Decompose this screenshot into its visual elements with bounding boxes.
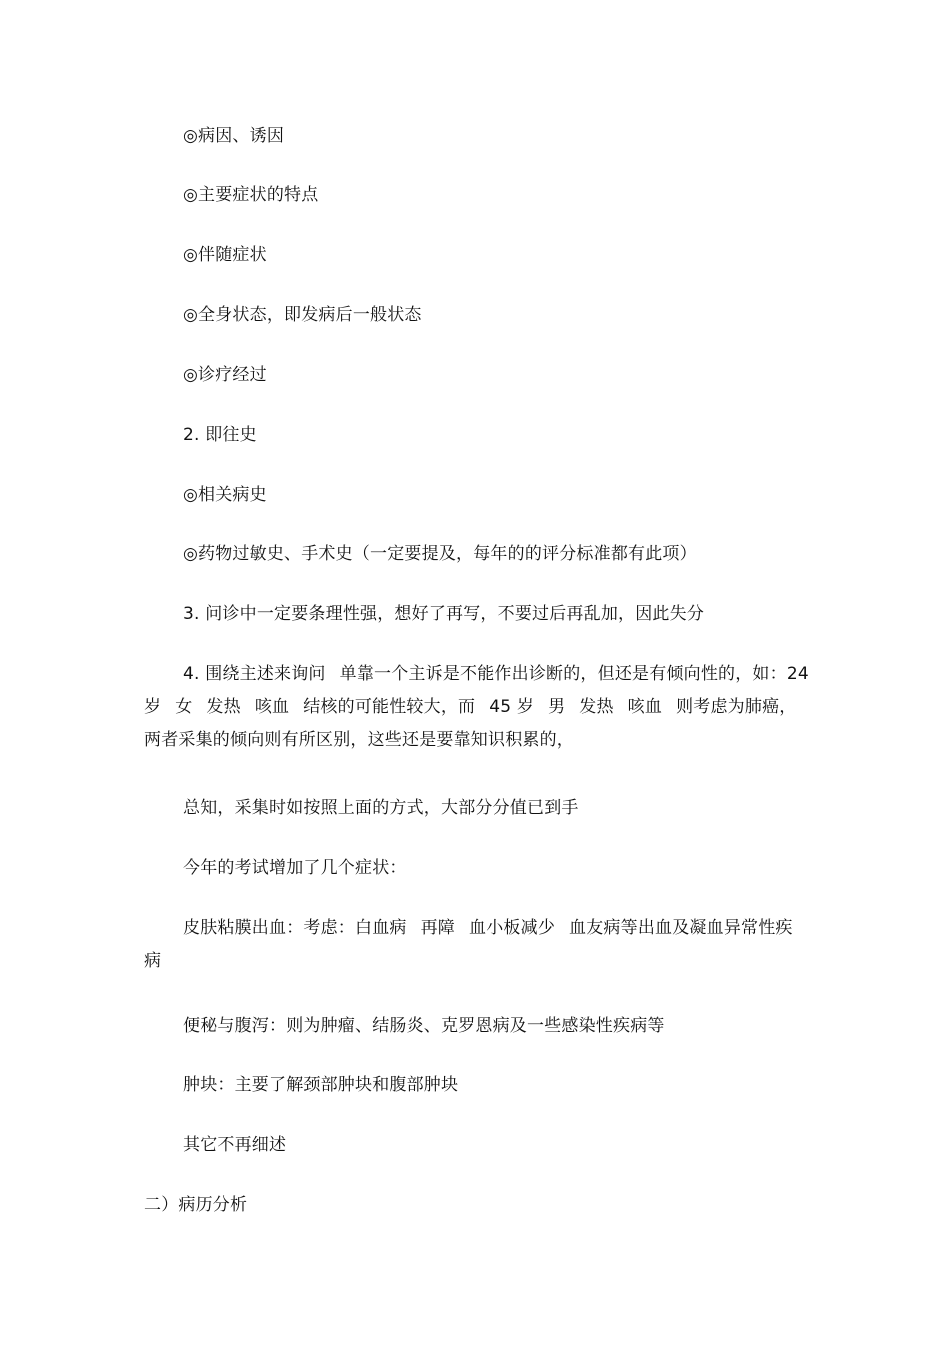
summary-line: 总知，采集时如按照上面的方式，大部分分值已到手 xyxy=(183,798,579,818)
paragraph-segment: 男 xyxy=(548,697,566,717)
paragraph-segment: 45 岁 xyxy=(489,697,535,717)
constipation-diarrhea-line: 便秘与腹泻：则为肿瘤、结肠炎、克罗恩病及一些感染性疾病等 xyxy=(183,1016,665,1036)
bullet-allergy-surgery-history: ◎药物过敏史、手术史（一定要提及，每年的的评分标准都有此项） xyxy=(183,544,697,564)
paragraph-segment: 则考虑为肺癌，两者采集的倾向则有所区别，这些还是要靠知识积累的， xyxy=(144,697,797,750)
paragraph-segment: 单靠一个主诉是不能作出诊断的，但还是有倾向性的，如：24 岁 xyxy=(144,664,809,717)
section-heading-case-analysis: 二）病历分析 xyxy=(144,1195,248,1215)
bullet-etiology: ◎病因、诱因 xyxy=(183,126,285,146)
mass-line: 肿块：主要了解颈部肿块和腹部肿块 xyxy=(183,1075,459,1095)
paragraph-segment: 结核的可能性较大，而 xyxy=(303,697,476,717)
paragraph-segment: 女 xyxy=(175,697,193,717)
paragraph-segment: 发热 xyxy=(206,697,241,717)
new-symptoms-intro: 今年的考试增加了几个症状： xyxy=(183,858,407,878)
paragraph-segment: 发热 xyxy=(579,697,614,717)
item-past-history: 2. 即往史 xyxy=(183,425,257,445)
others-line: 其它不再细述 xyxy=(183,1135,287,1155)
paragraph-segment: 皮肤粘膜出血：考虑：白血病 xyxy=(183,918,407,938)
paragraph-segment: 再障 xyxy=(420,918,456,938)
paragraph-segment: 血小板减少 xyxy=(469,918,556,938)
bullet-related-history: ◎相关病史 xyxy=(183,485,267,505)
paragraph-segment: 咳血 xyxy=(254,697,290,717)
paragraph-segment: 血友病等出血及凝血异常性疾病 xyxy=(144,918,793,971)
bullet-main-symptom-features: ◎主要症状的特点 xyxy=(183,185,319,205)
paragraph-segment: 咳血 xyxy=(627,697,663,717)
bullet-treatment-history: ◎诊疗经过 xyxy=(183,365,267,385)
item-organized-inquiry: 3. 问诊中一定要条理性强，想好了再写，不要过后再乱加，因此失分 xyxy=(183,604,705,624)
paragraph-segment: 4. 围绕主述来询问 xyxy=(183,664,326,684)
paragraph-mucocutaneous-bleeding xyxy=(144,912,809,978)
bullet-general-state: ◎全身状态，即发病后一般状态 xyxy=(183,305,422,325)
bullet-accompanying-symptoms: ◎伴随症状 xyxy=(183,245,267,265)
paragraph-chief-complaint xyxy=(144,658,809,757)
